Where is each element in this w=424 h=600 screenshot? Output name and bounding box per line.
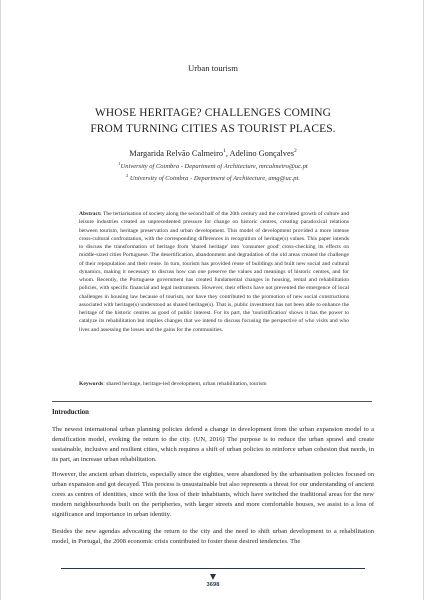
body-paragraph: However, the ancient urban districts, especially since the eighties, were abandoned by the urbanisation policies focused on urban expansion and got decayed. This process is unsustainable but also represents a threat for our understanding of ancient cores as centres of identities, since with the loss of their inhabitants, which have switched the traditional areas for the new modern neighbourhoods built on the peripheries, with larger streets and more comfortable houses, we assist to a loss of significance and importance in urban identity. [52, 471, 374, 518]
section-heading-introduction: Introduction [52, 409, 89, 416]
page-footer [1, 568, 424, 598]
keywords-label: Keywords [79, 381, 104, 387]
section-divider [52, 401, 372, 402]
abstract-label: Abstract: [79, 211, 102, 217]
affiliation-line [1, 160, 424, 172]
body-paragraph: Besides the new agendas advocating the return to the city and the need to shift urban development to a rehabilitation model, in Portugal, the 2008 economic crisis contributed to foster these desired tendencies. The [52, 528, 374, 545]
affiliation-mark: 1 [118, 161, 121, 166]
author-name: Adelino Gonçalves [229, 148, 294, 158]
abstract-text: The tertiarisation of society along the second half of the 20th century and the correlated growth of culture and leisure industries created an unprecedented pressure for change on historic centres, creating paradoxical relations between tourism, heritage preservation and urban development. This model of development provided a more intense cross-cultural confrontation, with the corresponding differences in recognition of heritage(s) values. This paper intends to discuss the transformation of heritage from 'shared heritage' into 'consumer good' cross-checking its effects on middle-sized cities Portuguese. The desertification, abandonment and degradation of the old areas created the challenge of their repopulation and their reuse. In turn, tourism has provided reuse of buildings and built new social and cultural dynamics, making it necessary to discuss how can one preserve the values and meanings of historic centres, and for whom. Recently, the Portuguese government has created fundamental changes in housing, rental and rehabilitation policies, with specific financial and legal instruments. However, their effects have not prevented the emergence of local challenges in housing law because of tourism, nor have they contributed to the promotion of new social constructions associated with heritage(s) understood as shared heritage(s). That is, public investment has not been able to enhance the heritage of the historic centres as good of public interest. For its part, the 'touristification' shows it has the power to catalyze its rehabilitation but implies changes that we intend to discuss focusing the perspective of who visits and who lives and assessing the losses and the gains for the communities. [79, 211, 349, 333]
keywords-text: : shared heritage, heritage-led development, urban rehabilitation, tourism [103, 381, 267, 387]
running-header: Urban tourism [188, 63, 238, 73]
author-name: Margarida Relvão Calmeiro [129, 148, 224, 158]
footer-rule [61, 568, 365, 569]
paper-title-line: FROM TURNING CITIES AS TOURIST PLACES. [90, 122, 336, 135]
paper-title-line: WHOSE HERITAGE? CHALLENGES COMING [95, 107, 331, 119]
page-number: 3698 [206, 582, 220, 588]
footer-marker-icon [209, 574, 217, 582]
affiliation-mark: 2 [126, 172, 129, 178]
affiliation-line [1, 172, 424, 184]
paper-title [41, 106, 385, 137]
author-separator: , [225, 148, 230, 158]
author-affiliation-mark: 1 [223, 148, 226, 154]
author-affiliation-mark: 2 [293, 148, 297, 154]
author-list [1, 148, 424, 158]
body-paragraph: The newest international urban planning policies defend a change in development from the urban expansion model to a densification model, evoking the return to the city. (UN, 2016) The purpose is to reduce the urban sprawl and create sustainable, inclusive and resilient cities, which requires a shift of urban policies to reinforce urban cohesion that needs, in its part, an increase urban rehabilitation. [52, 426, 374, 463]
affiliation-text: University of Coimbra - Department of Architecture, mrcalmeiro@uc.pt [120, 163, 308, 171]
affiliation-text: University of Coimbra - Department of Architecture, amg@uc.pt. [128, 174, 300, 182]
keywords [79, 381, 349, 387]
abstract [79, 210, 349, 334]
affiliation-list [1, 160, 424, 184]
